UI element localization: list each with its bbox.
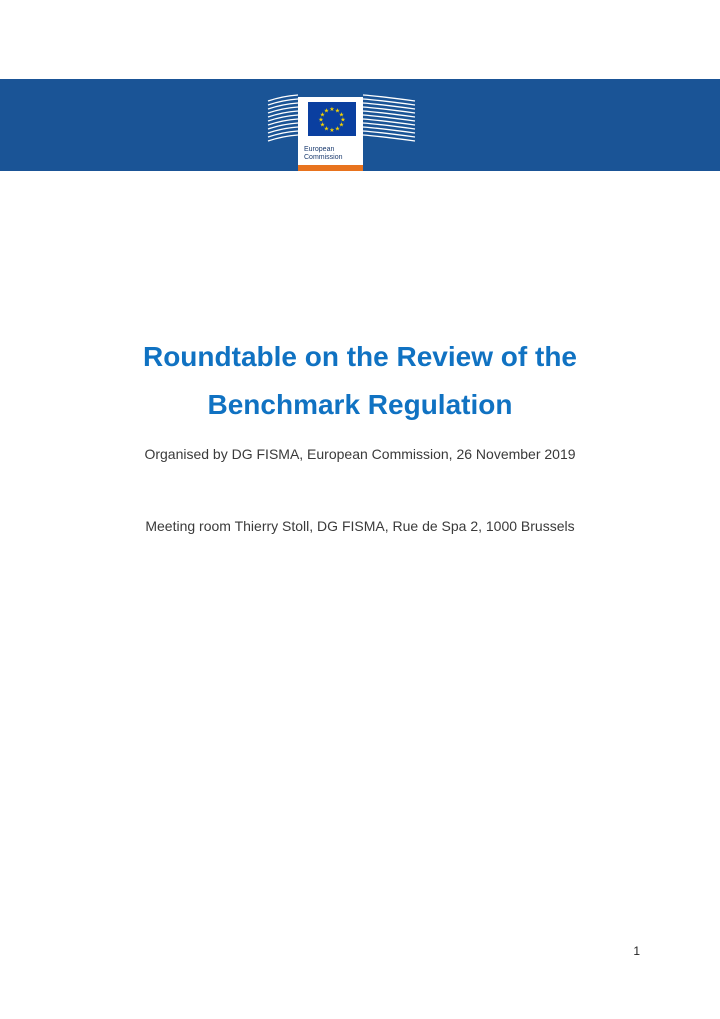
svg-text:★: ★ — [334, 125, 341, 133]
venue-line: Meeting room Thierry Stoll, DG FISMA, Rue de Spa 2, 1000 Brussels — [145, 518, 575, 534]
building-stripes-left-icon — [268, 95, 298, 141]
page-number: 1 — [633, 944, 640, 958]
svg-text:★: ★ — [323, 107, 330, 115]
european-commission-logo-icon — [263, 79, 421, 171]
svg-text:★: ★ — [329, 106, 335, 113]
svg-text:★: ★ — [323, 125, 330, 133]
svg-text:★: ★ — [340, 116, 346, 124]
logo-text-line1: European — [304, 146, 335, 153]
svg-text:★: ★ — [319, 111, 326, 119]
building-stripes-right-icon — [363, 95, 415, 141]
svg-text:★: ★ — [338, 111, 345, 119]
logo-text-line2: Commission — [304, 154, 343, 161]
svg-text:★: ★ — [329, 127, 335, 134]
svg-text:★: ★ — [334, 107, 341, 115]
logo-accent-bar — [298, 165, 363, 171]
organiser-line: Organised by DG FISMA, European Commission, 26 November 2019 — [144, 446, 576, 462]
svg-text:★: ★ — [338, 121, 345, 129]
document-title-line1: Roundtable on the Review of the — [142, 341, 577, 372]
svg-text:★: ★ — [318, 116, 324, 124]
document-title-line2: Benchmark Regulation — [207, 389, 513, 420]
svg-text:★: ★ — [319, 121, 326, 129]
